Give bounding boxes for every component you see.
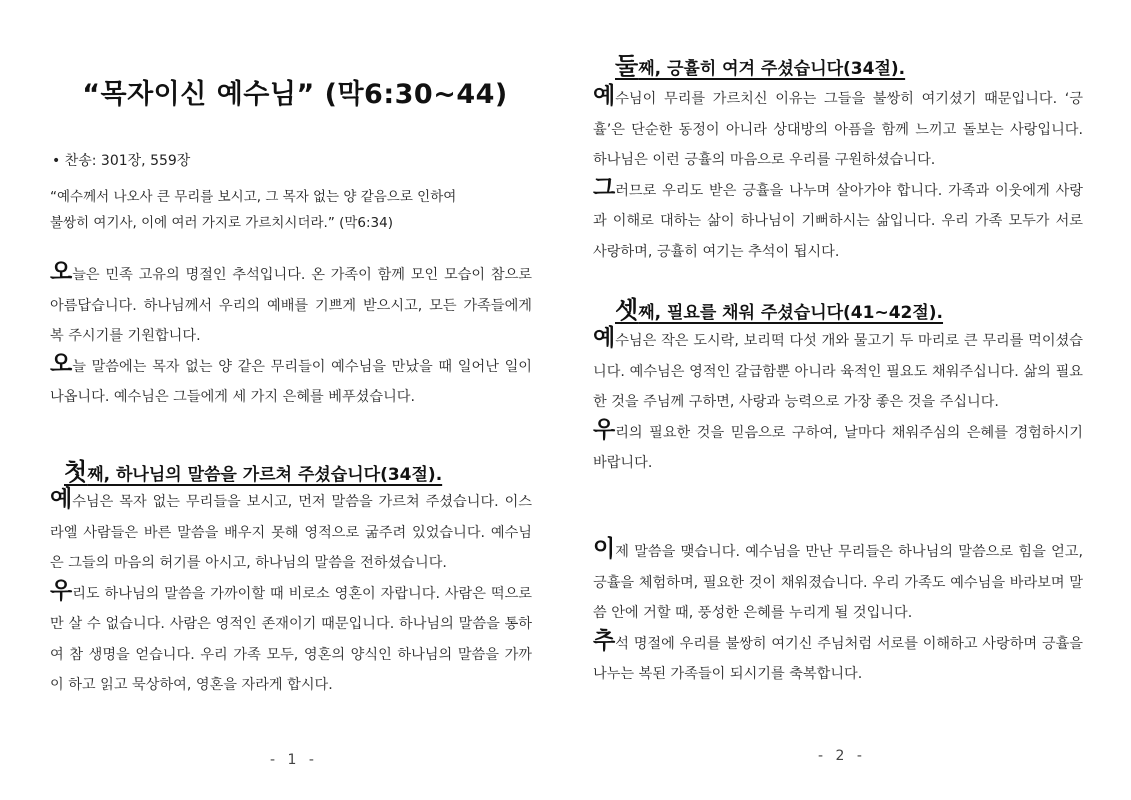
section-1-paragraph-1: [50, 487, 532, 579]
drop-initial: 그: [593, 174, 616, 201]
heading-initial: 셋: [615, 296, 639, 324]
drop-initial: 추: [593, 627, 616, 654]
drop-initial: 예: [50, 486, 73, 512]
section-3-paragraph-1: [593, 326, 1083, 418]
closing-paragraph-2: [593, 629, 1083, 690]
page-number: - 1 -: [270, 752, 318, 768]
heading-text: 째, 필요를 채워 주셨습니다(41~42절).: [638, 303, 944, 323]
closing-paragraph-1: [593, 537, 1083, 629]
section-3-heading: [615, 290, 943, 325]
page-2: [565, 0, 1131, 800]
paragraph-text: 늘 말씀에는 목자 없는 양 같은 무리들이 예수님을 만났을 때 일어난 일이 나옵니다. 예수님은 그들에게 세 가지 은혜를 베푸셨습니다.: [50, 358, 532, 405]
drop-initial: 이: [593, 536, 616, 562]
drop-initial: 오: [50, 259, 73, 285]
hymn-line: • 찬송: 301장, 559장: [52, 153, 191, 169]
drop-initial: 예: [593, 83, 616, 109]
paragraph-text: 석 명절에 우리를 불쌍히 여기신 주님처럼 서로를 이해하고 사랑하며 긍휼을 나누는 복된 가족들이 되시기를 축복합니다.: [593, 635, 1083, 682]
paragraph-text: 수님이 무리를 가르치신 이유는 그들을 불쌍히 여기셨기 때문입니다. ‘긍휼’은 단순한 동정이 아니라 상대방의 아픔을 함께 느끼고 돌보는 사랑입니다. 하나님은 이런 긍휼의 마음으로 우리를 구원하셨습니다.: [593, 91, 1083, 168]
heading-initial: 둘: [615, 52, 639, 80]
closing-paragraphs: [593, 537, 1083, 690]
page-1: [0, 0, 565, 800]
paragraph-text: 리의 필요한 것을 믿음으로 구하여, 날마다 채워주심의 은혜를 경험하시기 바랍니다.: [593, 424, 1083, 471]
page-number: - 2 -: [818, 748, 866, 764]
heading-text: 째, 긍휼히 여겨 주셨습니다(34절).: [638, 59, 906, 79]
drop-initial: 오: [50, 350, 73, 377]
heading-text: 째, 하나님의 말씀을 가르쳐 주셨습니다(34절).: [87, 465, 443, 485]
section-2-heading: [615, 46, 905, 81]
section-3-paragraphs: [593, 326, 1083, 479]
intro-paragraphs: [50, 260, 532, 413]
section-3-paragraph-2: [593, 418, 1083, 479]
section-2-paragraph-2: [593, 176, 1083, 268]
paragraph-text: 수님은 작은 도시락, 보리떡 다섯 개와 물고기 두 마리로 큰 무리를 먹이셨습니다. 예수님은 영적인 갈급함뿐 아니라 육적인 필요도 채워주십니다. 삶의 필요한 것을 주님께 구하면, 사랑과 능력으로 가장 좋은 것을 주십니다.: [593, 333, 1083, 410]
key-verse-line-1: “예수께서 나오사 큰 무리를 보시고, 그 목자 없는 양 같음으로 인하여: [50, 189, 457, 205]
paragraph-text: 리도 하나님의 말씀을 가까이할 때 비로소 영혼이 자랍니다. 사람은 떡으로만 살 수 없습니다. 사람은 영적인 존재이기 때문입니다. 하나님의 말씀을 통하여 참 생명을 얻습니다. 우리 가족 모두, 영혼의 양식인 하나님의 말씀을 가까이 하고 읽고 묵상하여, 영혼을 자라게 합시다.: [50, 585, 532, 693]
section-1-paragraph-2: [50, 579, 532, 701]
drop-initial: 예: [593, 325, 616, 351]
paragraph-text: 러므로 우리도 받은 긍휼을 나누며 살아가야 합니다. 가족과 이웃에게 사랑과 이해로 대하는 삶이 하나님이 기뻐하시는 삶입니다. 우리 가족 모두가 서로 사랑하며, 긍휼히 여기는 추석이 됩시다.: [593, 182, 1083, 260]
drop-initial: 우: [50, 577, 73, 604]
section-1-paragraphs: [50, 487, 532, 701]
key-verse-line-2: 불쌍히 여기사, 이에 여러 가지로 가르치시더라.” (막6:34): [50, 215, 393, 231]
key-verse: [50, 184, 530, 236]
paragraph-text: 늘은 민족 고유의 명절인 추석입니다. 온 가족이 함께 모인 모습이 참으로 아름답습니다. 하나님께서 우리의 예배를 기쁘게 받으시고, 모든 가족들에게 복 주시기를 기원합니다.: [50, 267, 532, 344]
section-1-heading: [64, 452, 442, 487]
section-2-paragraph-1: [593, 84, 1083, 176]
section-2-paragraphs: [593, 84, 1083, 267]
sermon-title: “목자이신 예수님” (막6:30~44): [82, 79, 508, 110]
intro-paragraph-2: [50, 352, 532, 413]
drop-initial: 우: [593, 416, 616, 443]
heading-initial: 첫: [64, 458, 88, 486]
paragraph-text: 수님은 목자 없는 무리들을 보시고, 먼저 말씀을 가르쳐 주셨습니다. 이스라엘 사람들은 바른 말씀을 배우지 못해 영적으로 굶주려 있었습니다. 예수님은 그들의 마음의 허기를 아시고, 하나님의 말씀을 전하셨습니다.: [50, 494, 532, 571]
intro-paragraph-1: [50, 260, 532, 352]
paragraph-text: 제 말씀을 맺습니다. 예수님을 만난 무리들은 하나님의 말씀으로 힘을 얻고, 긍휼을 체험하며, 필요한 것이 채워졌습니다. 우리 가족도 예수님을 바라보며 말씀 안에 거할 때, 풍성한 은혜를 누리게 될 것입니다.: [593, 544, 1083, 621]
